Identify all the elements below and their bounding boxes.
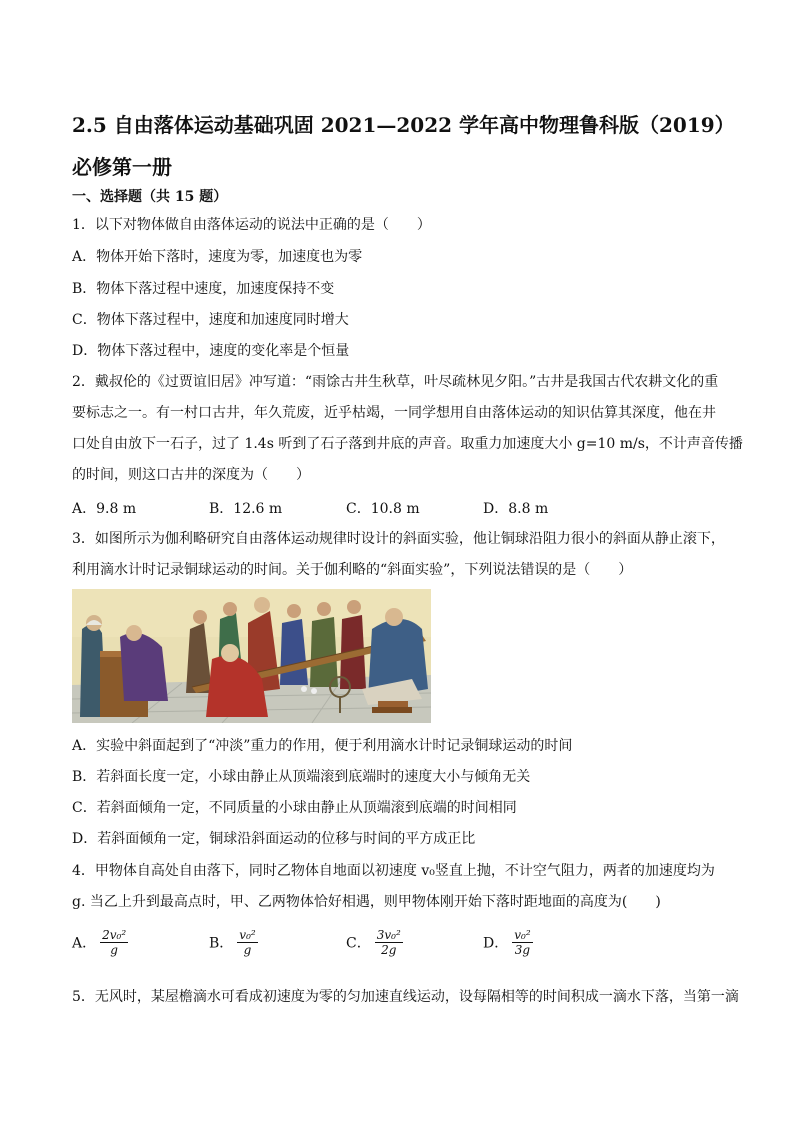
- question-1-option-b: B．物体下落过程中速度，加速度保持不变: [72, 281, 335, 297]
- section-heading: 一、选择题（共 15 题）: [72, 189, 228, 205]
- question-2-line-3: 口处自由放下一石子，过了 1.4s 听到了石子落到井底的声音。取重力加速度大小 g=10 m/s，不计声音传播: [72, 436, 743, 452]
- question-4-option-c: C． $\frac{\text{3v₀²}}{2g}$: [346, 928, 401, 957]
- question-3-option-d: D．若斜面倾角一定，铜球沿斜面运动的位移与时间的平方成正比: [72, 831, 476, 847]
- question-3-line-1: 3．如图所示为伽利略研究自由落体运动规律时设计的斜面实验，他让铜球沿阻力很小的斜面从静止滚下，: [72, 531, 725, 547]
- question-1-stem: 1．以下对物体做自由落体运动的说法中正确的是（ ）: [72, 217, 431, 233]
- question-2-option-a: A．9.8 m: [72, 501, 137, 517]
- page-title: 2.5 自由落体运动基础巩固 2021—2022 学年高中物理鲁科版（2019）必修第一册: [72, 113, 725, 179]
- question-2-option-d: D．8.8 m: [483, 501, 549, 517]
- galileo-incline-illustration: [72, 589, 431, 723]
- question-1-option-c: C．物体下落过程中，速度和加速度同时增大: [72, 312, 349, 328]
- question-4-option-d: D． $\frac{\text{v₀²}}{3g}$: [483, 928, 531, 957]
- question-2-option-b: B．12.6 m: [209, 501, 283, 517]
- question-1-option-d: D．物体下落过程中，速度的变化率是个恒量: [72, 343, 350, 359]
- question-2-option-c: C．10.8 m: [346, 501, 420, 517]
- illustration-drawing: [72, 589, 431, 723]
- question-3-line-2: 利用滴水计时记录铜球运动的时间。关于伽利略的“斜面实验”，下列说法错误的是（ ）: [72, 562, 633, 578]
- fraction: $\frac{\text{v₀²}}{3g}$: [514, 928, 531, 957]
- question-2-line-1: 2．戴叔伦的《过贾谊旧居》冲写道：“雨馀古井生秋草，叶尽疏林见夕阳。”古井是我国古代农耕文化的重: [72, 374, 719, 390]
- fraction: $\frac{\text{v₀²}}{g}$: [239, 928, 256, 957]
- question-4-option-a: A． $\frac{\text{2v₀²}}{g}$: [72, 928, 127, 957]
- question-4-options: [72, 928, 620, 957]
- question-3-option-c: C．若斜面倾角一定，不同质量的小球由静止从顶端滚到底端的时间相同: [72, 800, 517, 816]
- question-2-line-4: 的时间，则这口古井的深度为（ ）: [72, 467, 310, 483]
- question-4-line-1: 4．甲物体自高处自由落下，同时乙物体自地面以初速度 v₀竖直上抛，不计空气阻力，两者的加速度均为: [72, 863, 715, 879]
- question-2-line-2: 要标志之一。有一村口古井，年久荒废，近乎枯竭，一同学想用自由落体运动的知识估算其深度，他在井: [72, 405, 716, 421]
- question-1-option-a: A．物体开始下落时，速度为零，加速度也为零: [72, 249, 363, 265]
- question-3-option-b: B．若斜面长度一定，小球由静止从顶端滚到底端时的速度大小与倾角无关: [72, 769, 531, 785]
- question-3-option-a: A．实验中斜面起到了“冲淡”重力的作用，便于利用滴水计时记录铜球运动的时间: [72, 738, 573, 754]
- question-4-line-2: g. 当乙上升到最高点时，甲、乙两物体恰好相遇，则甲物体刚开始下落时距地面的高度为( ): [72, 894, 661, 910]
- fraction: $\frac{\text{3v₀²}}{2g}$: [376, 928, 401, 957]
- question-5-line-1: 5．无风时，某屋檐滴水可看成初速度为零的匀加速直线运动，设每隔相等的时间积成一滴水下落，当第一滴: [72, 989, 739, 1005]
- question-2-options: [72, 498, 620, 518]
- fraction: $\frac{\text{2v₀²}}{g}$: [102, 928, 127, 957]
- question-4-option-b: B． $\frac{\text{v₀²}}{g}$: [209, 928, 256, 957]
